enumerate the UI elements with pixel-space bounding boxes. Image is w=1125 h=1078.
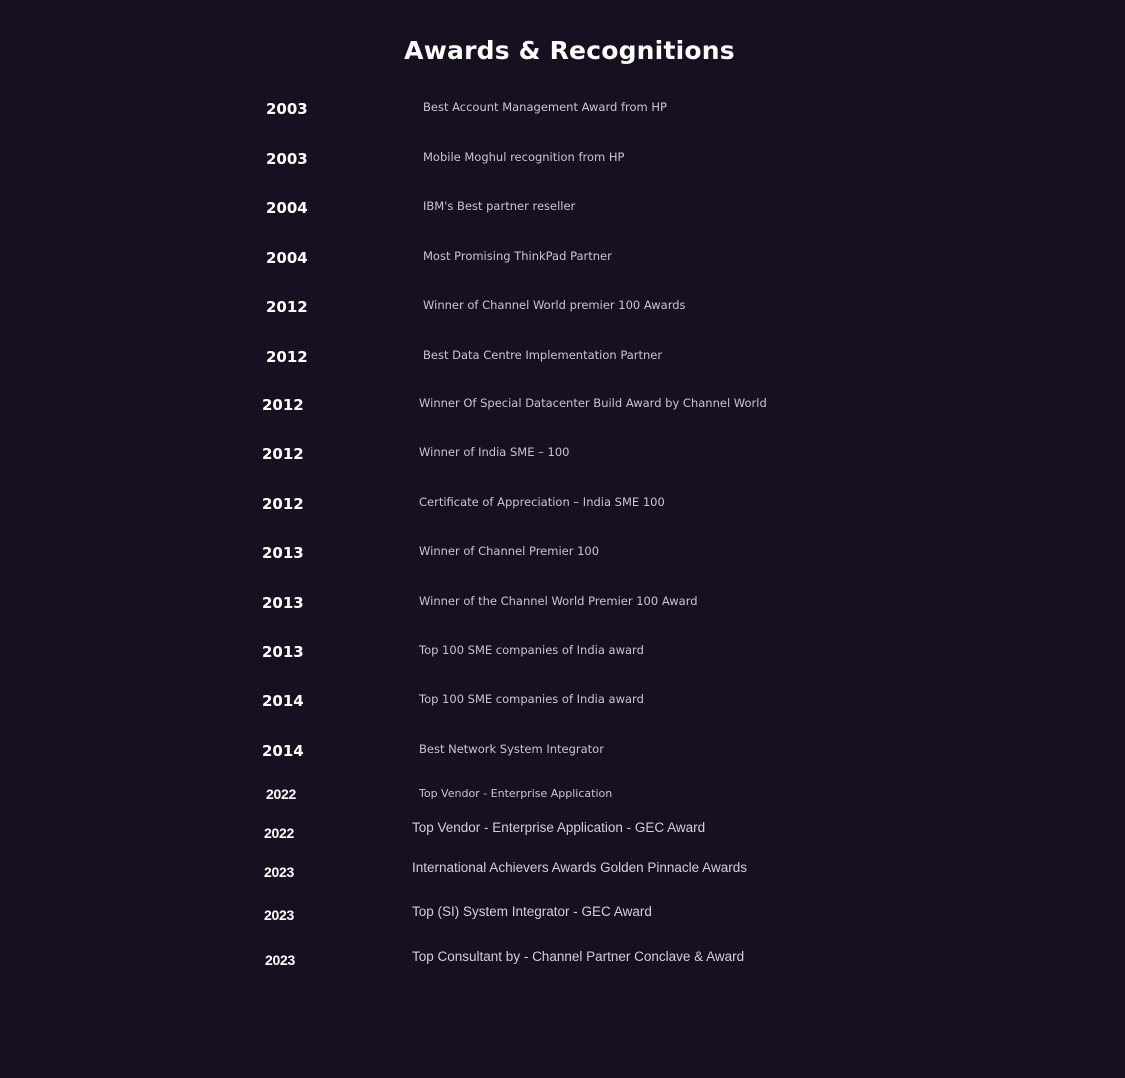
award-text: Winner of Channel World premier 100 Awards (423, 298, 686, 312)
award-year: 2013 (262, 594, 304, 612)
award-text: Top 100 SME companies of India award (419, 643, 644, 657)
award-year: 2004 (266, 249, 308, 267)
award-row (0, 860, 1125, 884)
award-text: Best Account Management Award from HP (423, 100, 667, 114)
award-year: 2012 (262, 396, 304, 414)
award-text: International Achievers Awards Golden Pinnacle Awards (412, 860, 747, 875)
award-row (0, 97, 1125, 121)
award-text: Certificate of Appreciation – India SME 100 (419, 495, 665, 509)
award-row (0, 393, 1125, 417)
award-row (0, 739, 1125, 763)
award-row (0, 689, 1125, 713)
award-year: 2003 (266, 100, 308, 118)
award-row (0, 246, 1125, 270)
award-row (0, 591, 1125, 615)
award-year: 2022 (264, 825, 294, 841)
award-year: 2012 (262, 495, 304, 513)
award-text: Best Network System Integrator (419, 742, 604, 756)
award-text: Winner of the Channel World Premier 100 Award (419, 594, 698, 608)
award-year: 2022 (266, 786, 296, 802)
award-text: Top 100 SME companies of India award (419, 692, 644, 706)
page-title: Awards & Recognitions (404, 36, 735, 65)
award-year: 2013 (262, 544, 304, 562)
award-text: Top (SI) System Integrator - GEC Award (412, 904, 652, 919)
award-row (0, 541, 1125, 565)
award-text: Winner of India SME – 100 (419, 445, 570, 459)
award-year: 2012 (262, 445, 304, 463)
award-text: Most Promising ThinkPad Partner (423, 249, 612, 263)
award-row (0, 640, 1125, 664)
award-year: 2023 (264, 864, 294, 880)
award-row (0, 782, 1125, 806)
award-row (0, 442, 1125, 466)
award-year: 2004 (266, 199, 308, 217)
award-text: Winner of Channel Premier 100 (419, 544, 600, 558)
award-year: 2014 (262, 742, 304, 760)
award-year: 2003 (266, 150, 308, 168)
award-row (0, 492, 1125, 516)
award-row (0, 903, 1125, 927)
award-text: Top Vendor - Enterprise Application - GEC Award (412, 820, 706, 835)
award-text: Winner Of Special Datacenter Build Award by Channel World (419, 396, 767, 410)
award-year: 2014 (262, 692, 304, 710)
award-year: 2013 (262, 643, 304, 661)
award-text: Best Data Centre Implementation Partner (423, 348, 663, 362)
award-row (0, 196, 1125, 220)
award-year: 2023 (265, 952, 295, 968)
award-year: 2012 (266, 348, 308, 366)
award-year: 2023 (264, 907, 294, 923)
award-year: 2012 (266, 298, 308, 316)
award-text: IBM's Best partner reseller (423, 199, 576, 213)
award-row (0, 295, 1125, 319)
award-row (0, 948, 1125, 972)
award-text: Mobile Moghul recognition from HP (423, 150, 625, 164)
award-text: Top Vendor - Enterprise Application (419, 787, 613, 800)
award-row (0, 821, 1125, 845)
award-row (0, 345, 1125, 369)
award-row (0, 147, 1125, 171)
award-text: Top Consultant by - Channel Partner Conclave & Award (412, 949, 745, 964)
